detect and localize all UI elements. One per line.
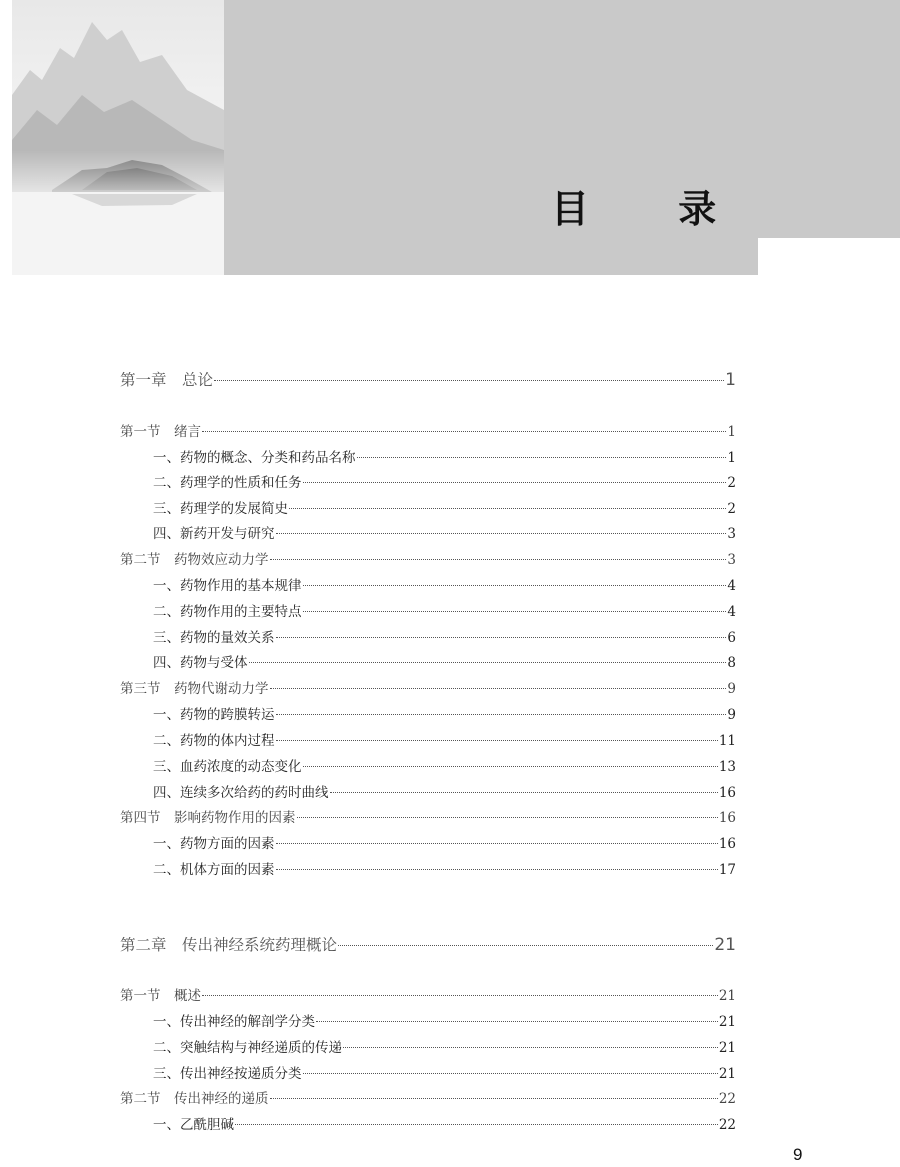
toc-item[interactable] (153, 497, 736, 521)
toc-label: 一、传出神经的解剖学分类 (153, 1014, 315, 1030)
dot-leader (303, 766, 718, 767)
toc-page: 21 (714, 935, 736, 955)
toc-label: 一、药物方面的因素 (153, 836, 275, 852)
toc-label: 三、血药浓度的动态变化 (153, 759, 302, 775)
toc-page: 1 (727, 424, 736, 440)
dot-leader (297, 817, 718, 818)
dot-leader (330, 792, 718, 793)
toc-page: 2 (727, 501, 736, 517)
dot-leader (276, 740, 718, 741)
toc-page: 6 (727, 630, 736, 646)
dot-leader (202, 995, 718, 996)
toc-label: 四、连续多次给药的药时曲线 (153, 785, 329, 801)
toc-section[interactable] (120, 548, 736, 572)
toc-page: 3 (727, 552, 736, 568)
toc-item[interactable] (153, 703, 736, 727)
toc-label: 第二章 传出神经系统药理概论 (120, 936, 338, 954)
toc-label: 第二节 传出神经的递质 (120, 1091, 269, 1107)
toc-page: 9 (727, 707, 736, 723)
toc-item[interactable] (153, 1010, 736, 1034)
toc-item[interactable] (153, 729, 736, 753)
toc-item[interactable] (153, 1062, 736, 1086)
toc-label: 一、药物作用的基本规律 (153, 578, 302, 594)
toc-item[interactable] (153, 574, 736, 598)
toc-page: 17 (718, 862, 736, 878)
dot-leader (303, 611, 727, 612)
toc-label: 三、传出神经按递质分类 (153, 1066, 302, 1082)
toc-page: 13 (718, 759, 736, 775)
toc-page: 22 (718, 1091, 736, 1107)
toc-page: 2 (727, 475, 736, 491)
dot-leader (289, 508, 726, 509)
dot-leader (303, 1073, 718, 1074)
toc-page: 11 (718, 733, 736, 749)
toc-page: 16 (718, 836, 736, 852)
toc-label: 二、药理学的性质和任务 (153, 475, 302, 491)
dot-leader (357, 457, 727, 458)
toc-chapter[interactable] (120, 368, 736, 392)
dot-leader (276, 714, 727, 715)
toc-section[interactable] (120, 420, 736, 444)
toc-label: 二、突触结构与神经递质的传递 (153, 1040, 342, 1056)
dot-leader (338, 945, 713, 946)
toc-page: 21 (718, 988, 736, 1004)
dot-leader (303, 585, 727, 586)
toc-item[interactable] (153, 626, 736, 650)
toc-label: 二、药物的体内过程 (153, 733, 275, 749)
toc-page: 16 (718, 810, 736, 826)
toc-section[interactable] (120, 984, 736, 1008)
toc-label: 二、机体方面的因素 (153, 862, 275, 878)
toc-label: 三、药物的量效关系 (153, 630, 275, 646)
toc-label: 一、乙酰胆碱 (153, 1117, 234, 1133)
toc-item[interactable] (153, 755, 736, 779)
toc-item[interactable] (153, 651, 736, 675)
toc-section[interactable] (120, 677, 736, 701)
toc-label: 第一节 绪言 (120, 424, 201, 440)
toc-section[interactable] (120, 806, 736, 830)
toc-chapter[interactable] (120, 933, 736, 957)
dot-leader (270, 1098, 718, 1099)
dot-leader (214, 380, 724, 381)
toc-page: 4 (727, 604, 736, 620)
toc-item[interactable] (153, 781, 736, 805)
toc-label: 第一节 概述 (120, 988, 201, 1004)
toc-page: 21 (718, 1066, 736, 1082)
dot-leader (270, 559, 727, 560)
toc-page: 9 (727, 681, 736, 697)
toc-label: 第二节 药物效应动力学 (120, 552, 269, 568)
dot-leader (276, 533, 727, 534)
toc-item[interactable] (153, 471, 736, 495)
dot-leader (276, 843, 718, 844)
toc-page: 1 (727, 450, 736, 466)
toc-page: 8 (727, 655, 736, 671)
toc-item[interactable] (153, 1036, 736, 1060)
toc-page: 4 (727, 578, 736, 594)
page-number: 9 (793, 1145, 803, 1164)
toc-section[interactable] (120, 1087, 736, 1111)
toc-page: 1 (725, 370, 736, 390)
toc-label: 三、药理学的发展简史 (153, 501, 288, 517)
toc-item[interactable] (153, 600, 736, 624)
dot-leader (249, 662, 727, 663)
toc-label: 二、药物作用的主要特点 (153, 604, 302, 620)
toc-page: 21 (718, 1014, 736, 1030)
dot-leader (270, 688, 727, 689)
toc-item[interactable] (153, 522, 736, 546)
toc-page: 3 (727, 526, 736, 542)
toc-label: 四、新药开发与研究 (153, 526, 275, 542)
toc-item[interactable] (153, 858, 736, 882)
toc-item[interactable] (153, 446, 736, 470)
toc-label: 四、药物与受体 (153, 655, 248, 671)
dot-leader (235, 1124, 718, 1125)
toc-label: 一、药物的跨膜转运 (153, 707, 275, 723)
dot-leader (276, 637, 727, 638)
dot-leader (276, 869, 718, 870)
page-title: 目 录 (551, 187, 755, 231)
dot-leader (316, 1021, 718, 1022)
toc-page: 21 (718, 1040, 736, 1056)
toc-page: 16 (718, 785, 736, 801)
dot-leader (343, 1047, 718, 1048)
dot-leader (202, 431, 726, 432)
toc-label: 一、药物的概念、分类和药品名称 (153, 450, 356, 466)
toc-label: 第四节 影响药物作用的因素 (120, 810, 296, 826)
dot-leader (303, 482, 727, 483)
toc-label: 第三节 药物代谢动力学 (120, 681, 269, 697)
toc-item[interactable] (153, 832, 736, 856)
toc-label: 第一章 总论 (120, 371, 214, 389)
toc-item[interactable] (153, 1113, 736, 1137)
toc-page: 22 (718, 1117, 736, 1133)
